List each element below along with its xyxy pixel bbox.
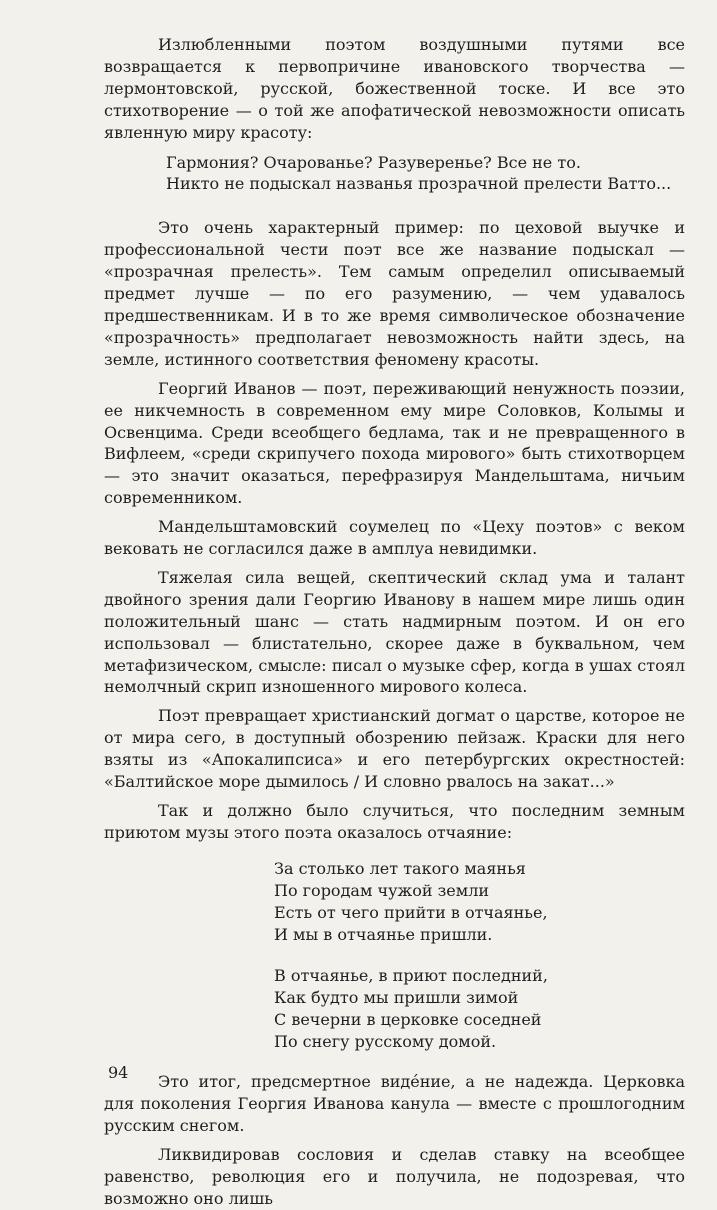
paragraph: Так и должно было случиться, что последним земным приютом музы этого поэта оказалось отчаяние: bbox=[104, 801, 685, 842]
paragraph: Излюбленными поэтом воздушными путями все возвращается к первопричине ивановского творчества — лермонтовской, русской, божественной тоске. И все это стихотворение — о той же апофатической невозможности описать явленную миру красоту: bbox=[104, 35, 685, 142]
poem-line: С вечерни в церковке соседней bbox=[274, 1010, 542, 1030]
verse-line: Гармония? Очарованье? Разуверенье? Все не то. bbox=[166, 152, 581, 172]
poem-line: Как будто мы пришли зимой bbox=[274, 988, 519, 1008]
poem-line: И мы в отчаянье пришли. bbox=[274, 924, 493, 944]
poem-line: По снегу русскому домой. bbox=[274, 1032, 497, 1052]
paragraph: Это очень характерный пример: по цеховой выучке и профессиональной чести поэт все же название подыскал — «прозрачная прелесть». Тем самым определил описываемый предмет лучше — по его разумению, — чем удавалось предшественникам. И в то же время символическое обозначение «прозрачность» предполагает невозможность найти здесь, на земле, истинного соответствия феномену красоты. bbox=[104, 218, 685, 369]
poem-line: Есть от чего прийти в отчаянье, bbox=[274, 902, 548, 922]
verse-line: Никто не подыскал названья прозрачной прелести Ватто... bbox=[166, 174, 672, 194]
poem-line: В отчаянье, в приют последний, bbox=[274, 966, 548, 986]
quoted-verse bbox=[166, 152, 685, 196]
stanza bbox=[274, 965, 685, 1053]
paragraph: Поэт превращает христианский догмат о царстве, которое не от мира сего, в доступный обозрению пейзаж. Краски для него взяты из «Апокалипсиса» и его петербургских окрестностей: «Балтийское море дымилось / И словно рвалось на закат...» bbox=[104, 706, 685, 792]
poem-line: По городам чужой земли bbox=[274, 880, 490, 900]
poem bbox=[274, 858, 685, 1053]
paragraph: Тяжелая сила вещей, скептический склад ума и талант двойного зрения дали Георгию Иванову в нашем мире лишь один положительный шанс — стать надмирным поэтом. И он его использовал — блистательно, скорее даже в буквальном, чем метафизическом, смысле: писал о музыке сфер, когда в ушах стоял немолчный скрип изношенного мирового колеса. bbox=[104, 567, 685, 697]
paragraph: Это итог, предсмертное видéние, а не надежда. Церковка для поколения Георгия Иванова канула — вместе с прошлогодним русским снегом. bbox=[104, 1072, 685, 1135]
paragraph: Георгий Иванов — поэт, переживающий ненужность поэзии, ее никчемность в современном ему мире Соловков, Колымы и Освенцима. Среди всеобщего бедлама, так и не превращенного в Вифлеем, «среди скрипучего похода мирового» быть стихотворцем — это значит оказаться, перефразируя Мандельштама, ничьим современником. bbox=[104, 378, 685, 508]
paragraph: Ликвидировав сословия и сделав ставку на всеобщее равенство, революция его и получила, не подозревая, что возможно оно лишь bbox=[104, 1144, 685, 1208]
poem-line: За столько лет такого маянья bbox=[274, 858, 526, 878]
paragraph: Мандельштамовский соумелец по «Цеху поэтов» с веком вековать не согласился даже в амплуа невидимки. bbox=[104, 517, 685, 559]
page-number: 94 bbox=[108, 1063, 129, 1082]
stanza bbox=[274, 858, 685, 946]
